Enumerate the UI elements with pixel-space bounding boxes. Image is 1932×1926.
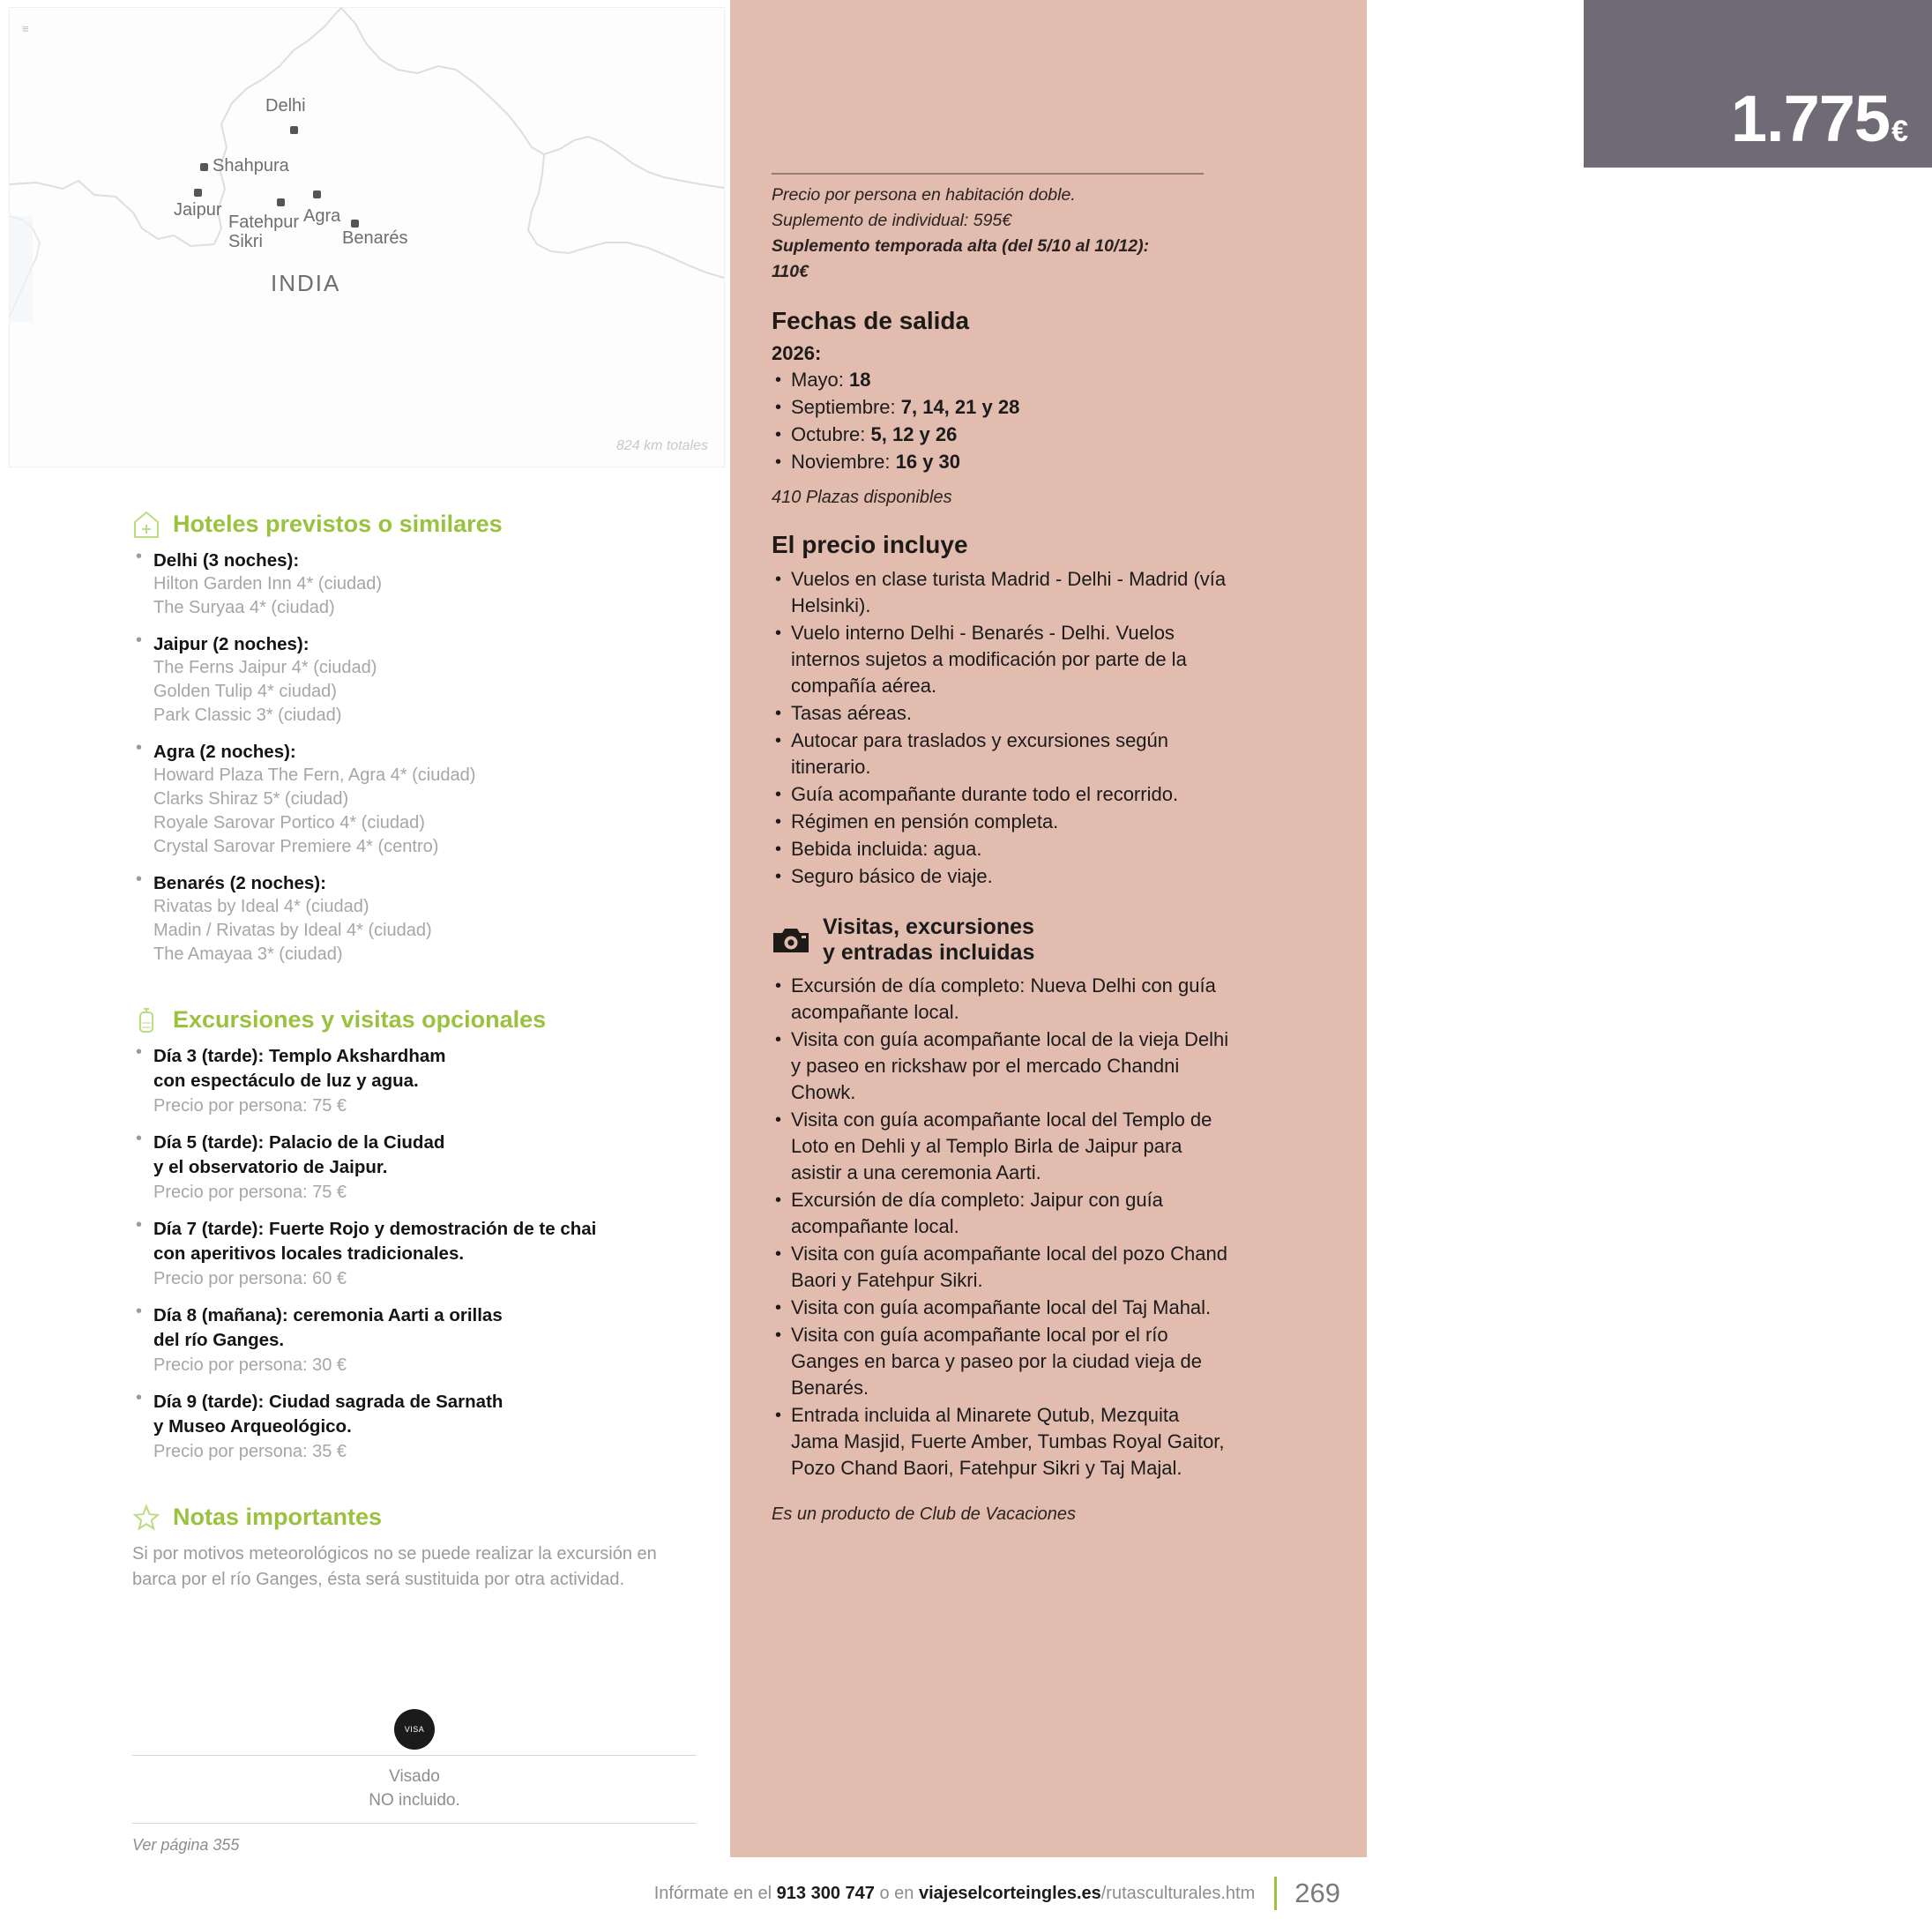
footer-divider bbox=[1274, 1877, 1277, 1910]
price-note-1: Precio por persona en habitación doble. bbox=[772, 185, 1076, 205]
month-label: Octubre: bbox=[791, 423, 866, 446]
include-item: • Vuelos en clase turista Madrid - Delhi - Madrid (vía Helsinki). bbox=[772, 566, 1230, 619]
visits-title-line1: Visitas, excursiones bbox=[823, 914, 1034, 940]
excursion-line: • Día 5 (tarde): Palacio de la Ciudad bbox=[153, 1132, 445, 1153]
visa-badge-icon bbox=[394, 1709, 435, 1750]
price-note-3: Suplemento temporada alta (del 5/10 al 10/12): bbox=[772, 236, 1150, 256]
price-amount: 1.775 bbox=[1730, 82, 1891, 155]
map-dot-benares bbox=[351, 220, 359, 228]
departure-dates-list bbox=[772, 367, 1230, 475]
departures-year: 2026: bbox=[772, 342, 822, 365]
map-label-country: INDIA bbox=[271, 270, 341, 296]
excursion-item bbox=[132, 1044, 697, 1118]
camera-icon bbox=[772, 925, 810, 955]
star-icon bbox=[132, 1503, 160, 1533]
excursion-line: y el observatorio de Jaipur. bbox=[153, 1157, 388, 1177]
month-days: 16 y 30 bbox=[895, 451, 961, 474]
departures-title: Fechas de salida bbox=[772, 307, 970, 334]
visits-title-line2: y entradas incluidas bbox=[823, 940, 1035, 966]
price-note-2: Suplemento de individual: 595€ bbox=[772, 211, 1012, 230]
month-days: 7, 14, 21 y 28 bbox=[900, 396, 1020, 419]
visits-list bbox=[772, 973, 1230, 1482]
hotel-name: The Ferns Jaipur 4* (ciudad) bbox=[153, 658, 377, 677]
see-page-link[interactable]: Ver página 355 bbox=[132, 1836, 240, 1854]
divider-bottom bbox=[132, 1823, 697, 1824]
visits-section-header bbox=[772, 914, 1230, 966]
departure-month bbox=[772, 449, 1230, 475]
destination-map bbox=[9, 7, 725, 467]
include-item: • Régimen en pensión completa. bbox=[772, 809, 1230, 835]
excursions-section-title: Excursiones y visitas opcionales bbox=[173, 1006, 547, 1034]
lantern-icon bbox=[132, 1005, 160, 1035]
visit-item: • Excursión de día completo: Jaipur con guía acompañante local. bbox=[772, 1187, 1230, 1240]
panel-content bbox=[772, 183, 1230, 1542]
map-label-jaipur: Jaipur bbox=[174, 200, 222, 220]
month-label: Noviembre: bbox=[791, 451, 891, 474]
hotels-section-header bbox=[132, 510, 697, 540]
hotels-list bbox=[132, 549, 697, 967]
include-item: • Tasas aéreas. bbox=[772, 700, 1230, 727]
hotel-name: Rivatas by Ideal 4* (ciudad) bbox=[153, 897, 369, 916]
map-dot-delhi bbox=[290, 126, 298, 134]
visit-item: • Visita con guía acompañante local de la vieja Delhi y paseo en rickshaw por el mercado Chandni Chowk. bbox=[772, 1026, 1230, 1106]
include-item: • Autocar para traslados y excursiones según itinerario. bbox=[772, 728, 1230, 780]
excursion-line: • Día 9 (tarde): Ciudad sagrada de Sarnath bbox=[153, 1392, 504, 1412]
hotel-city: • Agra (2 noches): bbox=[153, 742, 296, 762]
excursion-item bbox=[132, 1390, 697, 1464]
hotel-name: Clarks Shiraz 5* (ciudad) bbox=[153, 789, 349, 809]
visit-item: • Visita con guía acompañante local del pozo Chand Baori y Fatehpur Sikri. bbox=[772, 1241, 1230, 1294]
excursion-line: del río Ganges. bbox=[153, 1330, 285, 1350]
currency-symbol: € bbox=[1891, 115, 1907, 148]
excursion-line: con aperitivos locales tradicionales. bbox=[153, 1243, 465, 1264]
month-label: Septiembre: bbox=[791, 396, 896, 419]
excursion-item bbox=[132, 1217, 697, 1291]
hotel-group bbox=[132, 632, 697, 728]
visit-item: • Entrada incluida al Minarete Qutub, Mezquita Jama Masjid, Fuerte Amber, Tumbas Royal Gaitor, Pozo Chand Baori, Fatehpur Sikri y Taj Majal. bbox=[772, 1402, 1230, 1482]
excursions-list bbox=[132, 1044, 697, 1464]
include-item: • Vuelo interno Delhi - Benarés - Delhi. Vuelos internos sujetos a modificación por parte de la compañía aérea. bbox=[772, 620, 1230, 699]
crop-mark-icon: ≡ bbox=[22, 22, 29, 35]
map-label-sikri: Sikri bbox=[228, 232, 263, 251]
excursion-line: • Día 3 (tarde): Templo Akshardham bbox=[153, 1046, 446, 1066]
notes-text: Si por motivos meteorológicos no se puede realizar la excursión en barca por el río Ganges, ésta será sustituida por otra actividad. bbox=[132, 1544, 657, 1589]
departure-month bbox=[772, 422, 1230, 448]
map-label-benares: Benarés bbox=[342, 228, 408, 248]
includes-list bbox=[772, 566, 1230, 890]
footer-prefix: Infórmate en el bbox=[653, 1883, 777, 1903]
visa-block bbox=[132, 1709, 697, 1855]
hotel-city: • Benarés (2 noches): bbox=[153, 873, 326, 893]
hotel-name: Howard Plaza The Fern, Agra 4* (ciudad) bbox=[153, 765, 476, 785]
excursion-price: Precio por persona: 35 € bbox=[153, 1442, 347, 1461]
map-dot-shahpura bbox=[200, 163, 208, 171]
visit-item: • Visita con guía acompañante local del Templo de Loto en Dehli y al Templo Birla de Jaipur para asistir a una ceremonia Aarti. bbox=[772, 1107, 1230, 1186]
includes-title: El precio incluye bbox=[772, 531, 968, 559]
visit-item: • Visita con guía acompañante local por el río Ganges en barca y paseo por la ciudad vieja de Benarés. bbox=[772, 1322, 1230, 1401]
notes-section-header bbox=[132, 1503, 697, 1533]
availability-note: 410 Plazas disponibles bbox=[772, 488, 952, 508]
map-label-agra: Agra bbox=[303, 206, 341, 226]
excursion-item bbox=[132, 1303, 697, 1377]
excursions-section-header bbox=[132, 1005, 697, 1035]
footer-middle: o en bbox=[874, 1883, 919, 1903]
excursion-price: Precio por persona: 30 € bbox=[153, 1355, 347, 1375]
price-badge bbox=[1584, 0, 1932, 168]
hotel-name: Royale Sarovar Portico 4* (ciudad) bbox=[153, 813, 425, 832]
hotel-name: Park Classic 3* (ciudad) bbox=[153, 705, 342, 725]
departure-month bbox=[772, 367, 1230, 393]
visa-badge-label: VISA bbox=[404, 1725, 425, 1734]
map-scale-note: 824 km totales bbox=[615, 438, 708, 453]
map-label-delhi: Delhi bbox=[265, 96, 306, 116]
map-dot-agra bbox=[313, 190, 321, 198]
footer-phone[interactable]: 913 300 747 bbox=[776, 1883, 875, 1903]
hotel-name: The Suryaa 4* (ciudad) bbox=[153, 598, 335, 617]
map-dot-fatehpur-sikri bbox=[277, 198, 285, 206]
excursion-line: con espectáculo de luz y agua. bbox=[153, 1071, 419, 1091]
price-underline bbox=[772, 173, 1204, 175]
house-plus-icon bbox=[132, 510, 160, 540]
visit-item: • Visita con guía acompañante local del Taj Mahal. bbox=[772, 1295, 1230, 1321]
excursion-line: y Museo Arqueológico. bbox=[153, 1416, 352, 1437]
excursion-price: Precio por persona: 75 € bbox=[153, 1096, 347, 1116]
footer-contact-text bbox=[654, 1884, 1256, 1904]
map-dot-jaipur bbox=[194, 189, 202, 197]
page-number: 269 bbox=[1294, 1877, 1340, 1908]
hotel-city: • Jaipur (2 noches): bbox=[153, 634, 310, 654]
map-label-shahpura: Shahpura bbox=[213, 156, 289, 175]
month-days: 18 bbox=[849, 369, 871, 392]
hotel-group bbox=[132, 549, 697, 620]
visits-section-title bbox=[823, 914, 1034, 966]
hotels-section-title: Hoteles previstos o similares bbox=[173, 511, 503, 538]
visa-line-1: Visado bbox=[389, 1767, 440, 1786]
month-label: Mayo: bbox=[791, 369, 844, 392]
footer-path[interactable]: /rutasculturales.htm bbox=[1100, 1883, 1256, 1903]
hotel-name: The Amayaa 3* (ciudad) bbox=[153, 944, 343, 964]
map-label-fatehpur: Fatehpur bbox=[228, 213, 300, 232]
hotel-name: Madin / Rivatas by Ideal 4* (ciudad) bbox=[153, 921, 432, 940]
price-amount-wrap bbox=[1730, 82, 1907, 155]
hotel-name: Crystal Sarovar Premiere 4* (centro) bbox=[153, 837, 439, 856]
left-content-column bbox=[132, 510, 697, 1593]
visa-line-2: NO incluido. bbox=[369, 1791, 460, 1810]
hotel-group bbox=[132, 871, 697, 967]
month-days: 5, 12 y 26 bbox=[870, 423, 958, 446]
page-footer bbox=[564, 1877, 1340, 1910]
visit-item: • Excursión de día completo: Nueva Delhi con guía acompañante local. bbox=[772, 973, 1230, 1026]
excursion-line: • Día 7 (tarde): Fuerte Rojo y demostración de te chai bbox=[153, 1219, 597, 1239]
include-item: • Seguro básico de viaje. bbox=[772, 863, 1230, 890]
hotel-name: Golden Tulip 4* ciudad) bbox=[153, 682, 337, 701]
include-item: • Bebida incluida: agua. bbox=[772, 836, 1230, 862]
excursion-price: Precio por persona: 75 € bbox=[153, 1183, 347, 1202]
excursion-price: Precio por persona: 60 € bbox=[153, 1269, 347, 1288]
hotel-name: Hilton Garden Inn 4* (ciudad) bbox=[153, 574, 383, 593]
notes-section-title: Notas importantes bbox=[173, 1504, 383, 1531]
footer-site[interactable]: viajeselcorteingles.es bbox=[918, 1883, 1101, 1903]
excursion-line: • Día 8 (mañana): ceremonia Aarti a orillas bbox=[153, 1305, 503, 1325]
hotel-city: • Delhi (3 noches): bbox=[153, 550, 300, 571]
excursion-item bbox=[132, 1131, 697, 1205]
price-note-4: 110€ bbox=[772, 262, 809, 281]
product-note: Es un producto de Club de Vacaciones bbox=[772, 1504, 1077, 1525]
hotel-group bbox=[132, 740, 697, 859]
visa-note bbox=[132, 1756, 697, 1823]
departure-month bbox=[772, 394, 1230, 421]
include-item: • Guía acompañante durante todo el recorrido. bbox=[772, 781, 1230, 808]
